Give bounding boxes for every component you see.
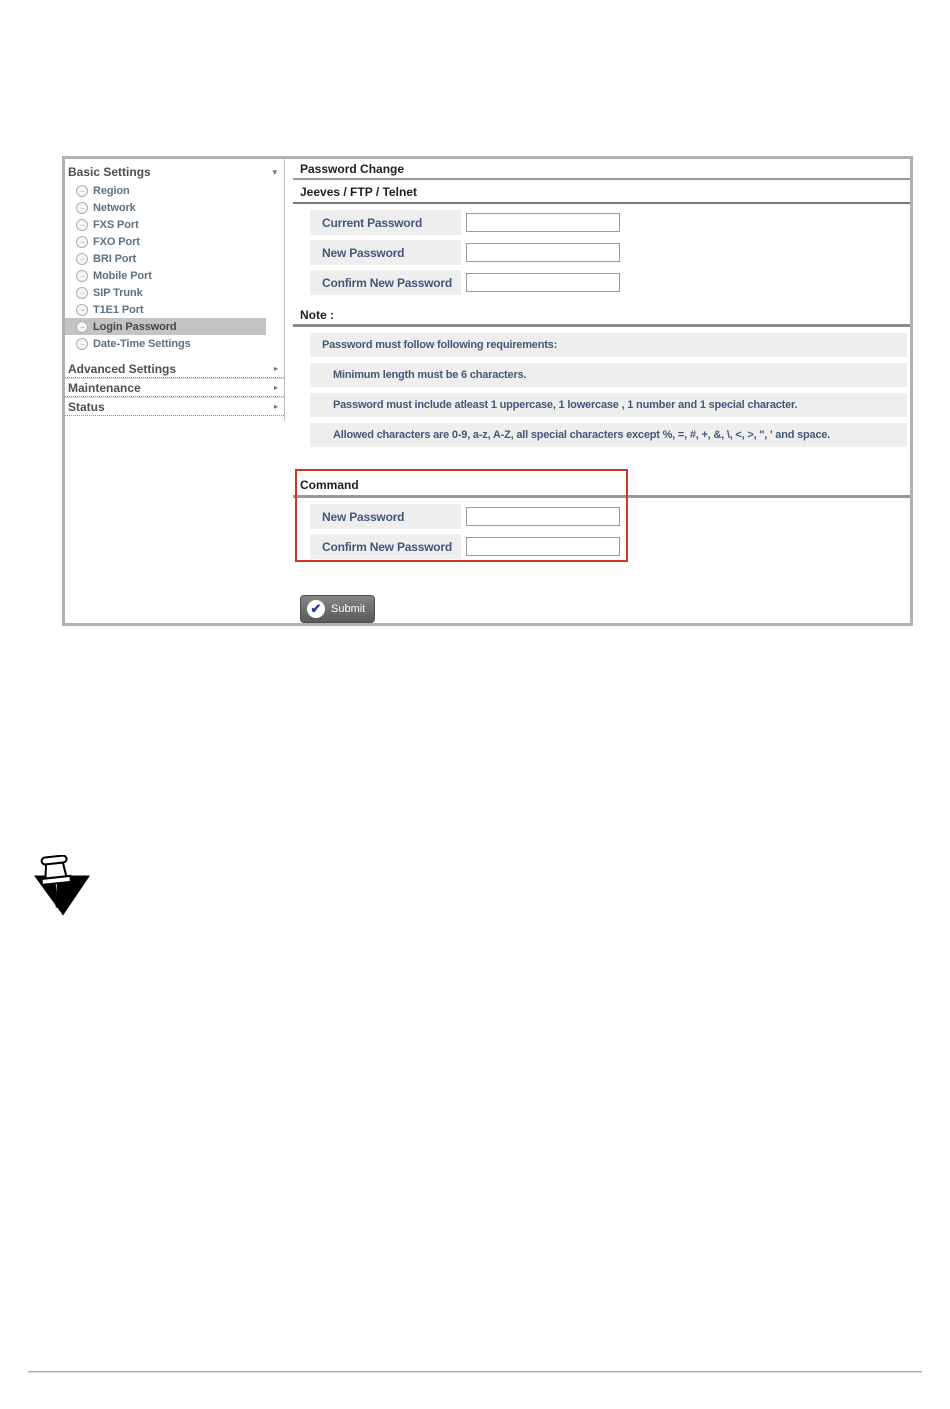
- sidebar-item-label: FXS Port: [93, 218, 139, 231]
- sidebar-section-label: Advanced Settings: [68, 361, 177, 376]
- sidebar-item-label: Login Password: [93, 320, 177, 333]
- chevron-down-icon: ▾: [272, 166, 277, 177]
- arrow-bullet-icon: →: [76, 304, 88, 316]
- sidebar-item-mobile-port[interactable]: [65, 267, 266, 284]
- sidebar-header-basic-settings[interactable]: [65, 163, 284, 182]
- note-line: Password must follow following requirements:: [310, 333, 907, 357]
- section-heading-jeeves-ftp-telnet: Jeeves / FTP / Telnet: [293, 184, 910, 204]
- chevron-right-icon: ▸: [273, 383, 278, 392]
- sidebar-section-advanced-settings[interactable]: [65, 360, 284, 378]
- sidebar-item-network[interactable]: [65, 199, 266, 216]
- sidebar-item-label: FXO Port: [93, 235, 140, 248]
- arrow-bullet-icon: →: [76, 185, 88, 197]
- note-line: Allowed characters are 0-9, a-z, A-Z, all special characters except %, =, #, +, &, \, <, >, ", ' and space.: [310, 423, 907, 447]
- submit-button[interactable]: [300, 595, 375, 623]
- sidebar-item-fxs-port[interactable]: [65, 216, 266, 233]
- command-new-password-row: [310, 504, 910, 529]
- command-section: [293, 469, 910, 559]
- check-circle-icon: ✔: [307, 600, 325, 618]
- submit-button-label: Submit: [331, 603, 366, 615]
- sidebar-section-label: Status: [68, 399, 105, 414]
- sidebar-item-label: SIP Trunk: [93, 286, 143, 299]
- arrow-bullet-icon: →: [76, 287, 88, 299]
- arrow-bullet-icon: →: [76, 202, 88, 214]
- arrow-bullet-icon: →: [76, 236, 88, 248]
- command-confirm-new-password-row: [310, 534, 910, 559]
- note-pushpin-icon: [32, 855, 94, 918]
- new-password-row: [310, 240, 910, 265]
- command-confirm-new-password-input[interactable]: [466, 537, 620, 556]
- current-password-label: Current Password: [310, 210, 461, 235]
- sidebar-item-label: Region: [93, 184, 130, 197]
- note-line: Minimum length must be 6 characters.: [310, 363, 907, 387]
- new-password-input[interactable]: [466, 243, 620, 262]
- sidebar-item-login-password[interactable]: [65, 318, 266, 335]
- sidebar-item-label: T1E1 Port: [93, 303, 144, 316]
- sidebar-item-label: Date-Time Settings: [93, 337, 191, 350]
- chevron-right-icon: ▸: [273, 402, 278, 411]
- command-new-password-input[interactable]: [466, 507, 620, 526]
- main-panel: [293, 159, 910, 623]
- confirm-new-password-input[interactable]: [466, 273, 620, 292]
- command-confirm-new-password-label: Confirm New Password: [310, 534, 461, 559]
- sidebar-item-label: BRI Port: [93, 252, 137, 265]
- arrow-bullet-icon: →: [76, 219, 88, 231]
- admin-ui-screenshot: [62, 156, 913, 626]
- sidebar: [65, 159, 285, 421]
- sidebar-item-t1e1-port[interactable]: [65, 301, 266, 318]
- sidebar-item-fxo-port[interactable]: [65, 233, 266, 250]
- sidebar-item-region[interactable]: [65, 182, 266, 199]
- arrow-bullet-icon: →: [76, 338, 88, 350]
- sidebar-section-maintenance[interactable]: [65, 378, 284, 397]
- sidebar-item-date-time-settings[interactable]: [65, 335, 266, 352]
- sidebar-section-status[interactable]: [65, 397, 284, 416]
- current-password-row: [310, 210, 910, 235]
- arrow-bullet-icon: →: [76, 270, 88, 282]
- sidebar-item-sip-trunk[interactable]: [65, 284, 266, 301]
- command-new-password-label: New Password: [310, 504, 461, 529]
- sidebar-header-label: Basic Settings: [68, 165, 151, 179]
- command-heading: Command: [293, 477, 910, 498]
- confirm-new-password-label: Confirm New Password: [310, 270, 461, 295]
- sidebar-item-bri-port[interactable]: [65, 250, 266, 267]
- footer-divider: [28, 1371, 922, 1373]
- note-line: Password must include atleast 1 uppercase, 1 lowercase , 1 number and 1 special character.: [310, 393, 907, 417]
- page-title: Password Change: [293, 159, 910, 180]
- current-password-input[interactable]: [466, 213, 620, 232]
- arrow-bullet-icon: →: [76, 321, 88, 333]
- note-heading: Note :: [293, 307, 910, 327]
- sidebar-item-label: Network: [93, 201, 136, 214]
- confirm-new-password-row: [310, 270, 910, 295]
- arrow-bullet-icon: →: [76, 253, 88, 265]
- sidebar-section-list: [65, 360, 284, 416]
- new-password-label: New Password: [310, 240, 461, 265]
- sidebar-item-label: Mobile Port: [93, 269, 152, 282]
- sidebar-section-label: Maintenance: [68, 380, 141, 395]
- chevron-right-icon: ▸: [273, 364, 278, 373]
